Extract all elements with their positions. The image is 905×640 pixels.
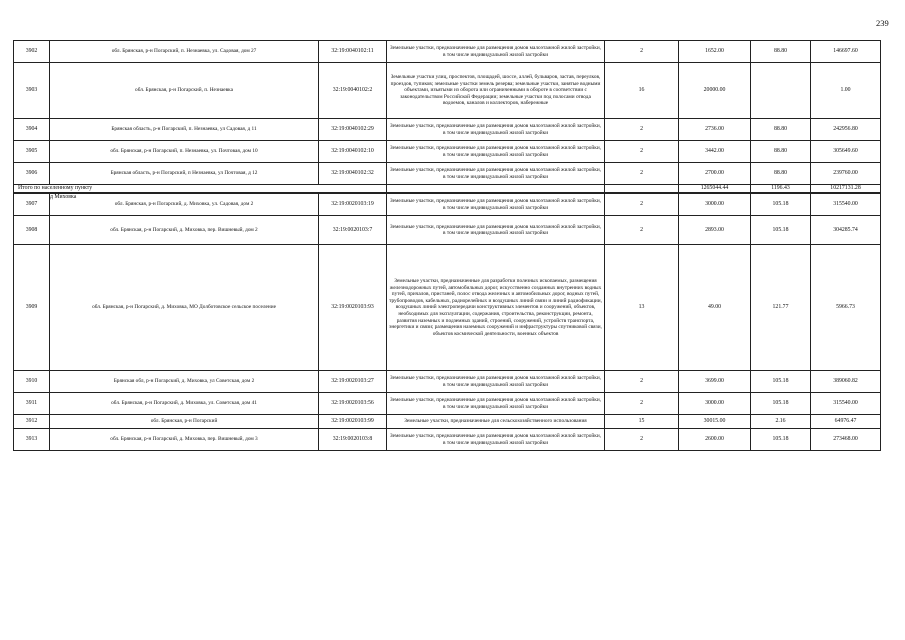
area-cell: 2893.00 <box>679 216 751 245</box>
specific-value: 88.80 <box>751 41 811 63</box>
table-row <box>14 141 881 163</box>
land-use-purpose: Земельные участки, предназначенные для размещения домов малоэтажной жилой застройки, в том числе индивидуальной жилой застройки <box>387 371 605 393</box>
cadastral-value: 1.00 <box>811 63 881 119</box>
group-code: 2 <box>605 141 679 163</box>
specific-value: 2.16 <box>751 415 811 429</box>
total-rate: 1196.43 <box>751 185 811 193</box>
cadastral-number: 32:19:0020103:93 <box>319 245 387 371</box>
cadastral-value: 242956.80 <box>811 119 881 141</box>
table-row <box>14 216 881 245</box>
group-code: 2 <box>605 41 679 63</box>
row-number: 3907 <box>14 194 50 216</box>
group-code: 2 <box>605 429 679 451</box>
land-use-purpose: Земельные участки улиц, проспектов, площадей, шоссе, аллей, бульваров, застав, переулков, проездов, тупиков; земельные участки земель резерва; земельные участки, занятые водными объектами, изъятыми из оборота или ограниченными в обороте в соответствии с законодательством Российской Федерации; земельные участки под полосами отвода водоемов, каналов и коллекторов, набережные <box>387 63 605 119</box>
area-cell: 49.00 <box>679 245 751 371</box>
cadastral-number: 32:19:0040102:11 <box>319 41 387 63</box>
area-cell: 30015.00 <box>679 415 751 429</box>
address-cell: Брянская область, р-н Погарский, п. Незнаевка, ул Садовая, д 11 <box>50 119 319 141</box>
cadastral-number: 32:19:0040102:2 <box>319 63 387 119</box>
row-number: 3906 <box>14 163 50 185</box>
table-row <box>14 119 881 141</box>
address-cell: обл. Брянская, р-н Погарский <box>50 415 319 429</box>
land-use-purpose: Земельные участки, предназначенные для размещения домов малоэтажной жилой застройки, в том числе индивидуальной жилой застройки <box>387 194 605 216</box>
address-cell: Брянская обл, р-н Погарский, д. Миховка, ул Советская, дом 2 <box>50 371 319 393</box>
row-number: 3912 <box>14 415 50 429</box>
group-code: 2 <box>605 163 679 185</box>
land-cadastral-table <box>13 40 881 451</box>
group-code: 2 <box>605 194 679 216</box>
group-code: 2 <box>605 216 679 245</box>
specific-value: 105.18 <box>751 429 811 451</box>
cadastral-number: 32:19:0020103:56 <box>319 393 387 415</box>
table-row <box>14 41 881 63</box>
area-cell: 1652.00 <box>679 41 751 63</box>
row-number: 3911 <box>14 393 50 415</box>
address-cell: обл. Брянская, р-н Погарский, д. Миховка, МО Долботовское сельское поселение <box>50 245 319 371</box>
specific-value: 88.80 <box>751 141 811 163</box>
cadastral-value: 146697.60 <box>811 41 881 63</box>
cadastral-value: 273468.00 <box>811 429 881 451</box>
specific-value: 105.18 <box>751 216 811 245</box>
cadastral-number: 32:19:0020103:8 <box>319 429 387 451</box>
cadastral-value: 315540.00 <box>811 393 881 415</box>
address-cell: обл. Брянская, р-н Погарский, п. Незнаевка, ул. Почтовая, дом 10 <box>50 141 319 163</box>
total-label: Итого по населенному пункту <box>14 185 387 193</box>
area-cell: 3000.00 <box>679 194 751 216</box>
specific-value: 88.80 <box>751 163 811 185</box>
group-code: 2 <box>605 119 679 141</box>
area-cell: 3000.00 <box>679 393 751 415</box>
area-cell: 2700.00 <box>679 163 751 185</box>
cadastral-number: 32:19:0040102:10 <box>319 141 387 163</box>
land-use-purpose: Земельные участки, предназначенные для размещения домов малоэтажной жилой застройки, в том числе индивидуальной жилой застройки <box>387 429 605 451</box>
specific-value <box>751 63 811 119</box>
land-use-purpose: Земельные участки, предназначенные для сельскохозяйственного использования <box>387 415 605 429</box>
row-number: 3908 <box>14 216 50 245</box>
table-row <box>14 415 881 429</box>
table-row <box>14 63 881 119</box>
address-cell: обл. Брянская, р-н Погарский, п. Незнаевка, ул. Садовая, дом 27 <box>50 41 319 63</box>
row-number: 3913 <box>14 429 50 451</box>
cadastral-number: 32:19:0040102:32 <box>319 163 387 185</box>
area-cell: 2600.00 <box>679 429 751 451</box>
group-code: 15 <box>605 415 679 429</box>
cadastral-value: 304285.74 <box>811 216 881 245</box>
address-cell: обл. Брянская, р-н Погарский, п. Незнаевка <box>50 63 319 119</box>
land-use-purpose: Земельные участки, предназначенные для размещения домов малоэтажной жилой застройки, в том числе индивидуальной жилой застройки <box>387 41 605 63</box>
area-cell: 3442.00 <box>679 141 751 163</box>
group-code: 2 <box>605 371 679 393</box>
table-row <box>14 245 881 371</box>
specific-value: 105.18 <box>751 371 811 393</box>
row-number: 3903 <box>14 63 50 119</box>
specific-value: 105.18 <box>751 393 811 415</box>
cadastral-value: 389060.82 <box>811 371 881 393</box>
land-use-purpose: Земельные участки, предназначенные для размещения домов малоэтажной жилой застройки, в том числе индивидуальной жилой застройки <box>387 393 605 415</box>
area-cell: 2736.00 <box>679 119 751 141</box>
cadastral-number: 32:19:0020103:7 <box>319 216 387 245</box>
specific-value: 105.18 <box>751 194 811 216</box>
cadastral-number: 32:19:0020103:19 <box>319 194 387 216</box>
cadastral-number: 32:19:0020103:99 <box>319 415 387 429</box>
cadastral-value: 315540.00 <box>811 194 881 216</box>
page-number: 239 <box>876 18 889 28</box>
row-number: 3909 <box>14 245 50 371</box>
cadastral-value: 5966.73 <box>811 245 881 371</box>
address-cell: Брянская область, р-н Погарский, п Незнаевка, ул Почтовая, д 12 <box>50 163 319 185</box>
total-area: 1265044.44 <box>679 185 751 193</box>
total-row <box>14 185 881 193</box>
row-number: 3910 <box>14 371 50 393</box>
land-use-purpose: Земельные участки, предназначенные для размещения домов малоэтажной жилой застройки, в том числе индивидуальной жилой застройки <box>387 119 605 141</box>
total-value: 10217131.28 <box>811 185 881 193</box>
cadastral-number: 32:19:0020103:27 <box>319 371 387 393</box>
row-number: 3902 <box>14 41 50 63</box>
table-row <box>14 393 881 415</box>
table-row <box>14 371 881 393</box>
cadastral-value: 239760.00 <box>811 163 881 185</box>
row-number: 3904 <box>14 119 50 141</box>
group-code: 2 <box>605 393 679 415</box>
area-cell: 3699.00 <box>679 371 751 393</box>
group-code: 13 <box>605 245 679 371</box>
group-code: 16 <box>605 63 679 119</box>
specific-value: 88.80 <box>751 119 811 141</box>
cadastral-number: 32:19:0040102:29 <box>319 119 387 141</box>
address-cell: обл. Брянская, р-н Погарский, д. Миховка, пер. Вишневый, дом 2 <box>50 216 319 245</box>
address-cell: обл. Брянская, р-н Погарский, д. Миховка, ул. Садовая, дом 2 <box>50 194 319 216</box>
land-use-purpose: Земельные участки, предназначенные для размещения домов малоэтажной жилой застройки, в том числе индивидуальной жилой застройки <box>387 163 605 185</box>
row-number: 3905 <box>14 141 50 163</box>
table-row <box>14 429 881 451</box>
address-cell: обл. Брянская, р-н Погарский, д. Миховка, ул. Советская, дом 41 <box>50 393 319 415</box>
cadastral-value: 305649.60 <box>811 141 881 163</box>
address-cell: обл. Брянская, р-н Погарский, д. Миховка, пер. Вишневый, дом 3 <box>50 429 319 451</box>
land-use-purpose: Земельные участки, предназначенные для размещения домов малоэтажной жилой застройки, в том числе индивидуальной жилой застройки <box>387 216 605 245</box>
locality-name: д Миховка <box>50 193 77 200</box>
table-row <box>14 194 881 216</box>
table-row <box>14 163 881 185</box>
cadastral-value: 64976.47 <box>811 415 881 429</box>
specific-value: 121.77 <box>751 245 811 371</box>
land-use-purpose: Земельные участки, предназначенные для размещения домов малоэтажной жилой застройки, в том числе индивидуальной жилой застройки <box>387 141 605 163</box>
land-use-purpose: Земельные участки, предназначенные для разработки полезных ископаемых, размещения железнодорожных путей, автомобильных дорог, искусственно созданных внутренних водных путей, причалов, пристаней, полос отвода железных и автомобильных дорог, водных путей, трубопроводов, кабельных, радиорелейных и воздушных линий связи и линий радиофикации, воздушных линий электропередачи конструктивных элементов и сооружений, объектов, необходимых для эксплуатации, содержания, строительства, реконструкции, ремонта, развития наземных и подземных зданий, строений, сооружений, устройств транспорта, энергетики и связи; размещения наземных сооружений и инфраструктуры спутниковой связи, объектов космической деятельности, военных объектов <box>387 245 605 371</box>
area-cell: 20000.00 <box>679 63 751 119</box>
